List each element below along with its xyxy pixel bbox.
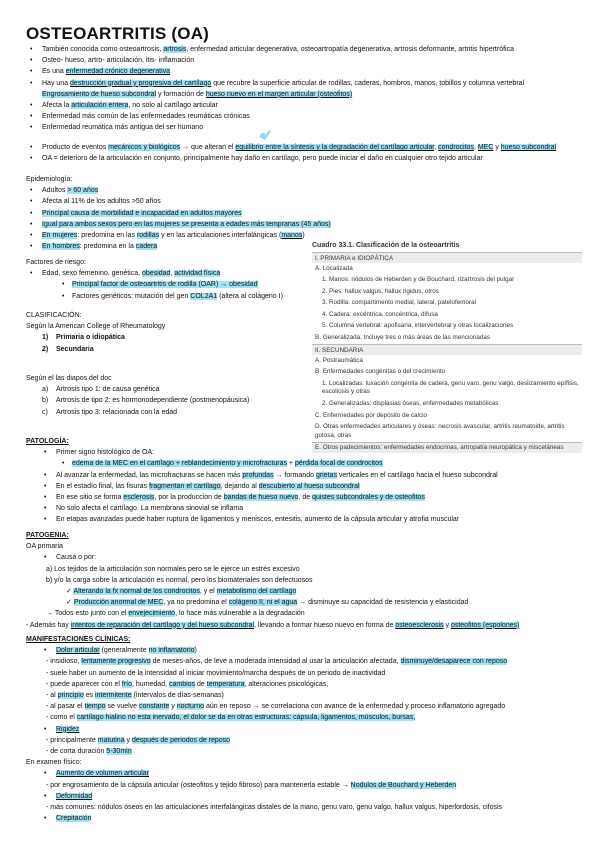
- list-item: - Además hay intentos de reparación del cartílago y del hueso subcondral, llevando a formar hueso nuevo en forma de osteoesclerosis y osteofitos (espolones): [26, 621, 520, 629]
- list-item: ✓ Producción anormal de MEC, ya no predomina el colágeno II, ni el agua → disminuye su capacidad de resistencia y elasticidad: [66, 599, 469, 607]
- list-item: - suele haber un aumento de la intensidad al iniciar movimiento/marcha después de un periodo de inactividad: [46, 669, 386, 677]
- list-item: • Producto de eventos mecánicos y biológicos → que alteran el equilibrio entre la síntesis y la degradación del cartílago articular, condrocitos, MEC y hueso subcondral: [26, 142, 582, 153]
- list-item: • Adultos > 60 años: [26, 185, 582, 196]
- list-item: • En etapas avanzadas puede haber ruptura de ligamentos y meniscos, entesitis, aumento de la cápsula articular y atrofia muscular: [26, 514, 582, 525]
- table-row: 4. Cadera: excéntrica, concéntrica, difusa: [322, 310, 438, 318]
- figure-caption: Cuadro 33.1. Clasificación de la osteoartritis: [312, 242, 460, 249]
- list-item: • Deformidad: [26, 791, 582, 802]
- clasificacion-section: [26, 310, 306, 355]
- list-item: 1) Primaria o idiopática: [42, 334, 125, 342]
- list-item: b) Artrosis de tipo 2: es hormonodependiente (postmenopáusica): [42, 397, 250, 405]
- table-row: II. SECUNDARIA: [312, 344, 582, 355]
- section-heading: PATOLOGÍA:: [26, 438, 69, 445]
- list-item: a) Artrosis tipo 1: de causa genética: [42, 386, 160, 394]
- list-item: • Primer signo histológico de OA:: [26, 447, 582, 458]
- list-item: • Principal causa de morbilidad e incapacidad en adultos mayores: [26, 208, 582, 219]
- list-item: b) y/o la carga sobre la articulación es normal, pero los biomateriales son defectuosos: [46, 576, 313, 584]
- table-row: A. Postraumática: [315, 356, 363, 364]
- section-heading: CLASIFICACIÓN:: [26, 312, 82, 319]
- list-item: • Principal factor de osteoartritis de rodilla (OAR) → obesidad: [26, 279, 306, 290]
- list-item: • En ese sitio se forma esclerosis, por la produccion de bandas de hueso nuevo, de quistes subcondrales y de osteofitos: [26, 492, 582, 503]
- list-item: • Al avanzar la enfermedad, las microfracturas se hacen más profundas → formando grietas verticales en el cartílago hacia el hueso subcondral: [26, 470, 582, 481]
- list-item: • Afecta la articulación entera, no solo al cartílago articular: [26, 100, 582, 111]
- table-row: C. Enfermedades por depósito de calcio: [315, 411, 428, 419]
- list-item: • edema de la MEC en el cartílago + reblandecimiento y microfracturas + pérdida focal de condrocitos: [26, 458, 582, 469]
- list-item: - por engrosamiento de la cápsula articular (osteofitos y tejido fibroso) para mantenerla estable → Nodulos de Bouchard y Heberden: [46, 781, 457, 789]
- table-row: 1. Manos: nódulos de Heberden y de Bouchard, rizartrosis del pulgar: [322, 276, 515, 284]
- section-heading: Según el las diapos del doc: [26, 375, 112, 382]
- table-row: 2. Pies: hallux valgus, hallux rigidus, otros: [322, 287, 439, 295]
- list-item: • Igual para ambos sexos pero en las mujeres se presenta a edades más tempranas (45 años): [26, 219, 582, 230]
- subheading: OA primaria: [26, 543, 63, 551]
- table-row: B. Enfermedades congénitas o del crecimiento: [315, 368, 446, 376]
- list-item: • OA = deterioro de la articulación en conjunto, principalmente hay daño en cartílago, pero puede iniciar el daño en cualquier otro tejido articular: [26, 153, 582, 164]
- list-item: Engrosamiento de hueso subcondral y formación de hueso nuevo en el margen articular (osteofitos): [42, 90, 353, 98]
- list-item: • Es una enfermedad crónico degenerativa: [26, 66, 582, 77]
- list-item: - más comunes: nódulos óseos en las articulaciones interfalángicas distales de la mano, genu varo, genu valgo, hallux valgus, hiperlordosis, cifosis: [46, 804, 503, 812]
- list-item: • Causa o por:: [26, 552, 582, 563]
- list-item: • Rigidez: [26, 724, 582, 735]
- list-item: • Hay una destrucción gradual y progresiva del cartílago que recubre la superficie articular de rodillas, caderas, hombros, manos, tobillos y columna vertebral: [26, 78, 582, 89]
- list-item: • En mujeres: predomina en las rodillas y en las articulaciones interfalángicas (manos): [26, 230, 582, 241]
- list-item: • Edad, sexo femenino, genética, obesidad, actividad física: [26, 268, 306, 279]
- epidemiologia-section: [26, 174, 582, 252]
- table-row: D. Otras enfermedades articulares y óseas: necrosis avascular, artritis reumatoide, artritis gotosa, otras: [315, 423, 565, 439]
- section-heading: Factores de riesgo:: [26, 259, 86, 266]
- list-item: ✓ Alterando la fx normal de los condrocitos, y el metabolismo del cartílago: [66, 588, 297, 596]
- table-row: E. Otros padecimientos: enfermedades endocrinas, artropatía neuropática y misceláneas: [312, 442, 582, 453]
- list-item: • Aumento de volumen articular: [26, 768, 582, 779]
- list-item: - insidioso, lentamente progresivo de meses-años, de leve a moderada intensidad al usar la articulación afectada, disminuye/desaparece con reposo: [46, 658, 508, 666]
- source-line: Según la American College of Rheumatology: [26, 323, 166, 331]
- list-item: - de corta duración 5-30min: [46, 748, 132, 756]
- subheading: En examen físico:: [26, 759, 82, 767]
- riesgo-section: [26, 257, 306, 302]
- table-row: 3. Rodilla: compartimento medial, lateral, patelofemoral: [322, 299, 476, 307]
- list-item: • Enfermedad reumática más antigua del ser humano: [26, 122, 582, 133]
- list-item: • Dolor articular (generalmente no inflamatorio): [26, 645, 582, 656]
- table-row: 5. Columna vertebral: apofisaria, intervertebral y otras localizaciones: [322, 322, 514, 330]
- list-item: → Todos esto junto con el envejecimiento, lo hace más vulnerable a la degradación: [46, 610, 305, 618]
- section-heading: MANIFESTACIONES CLÍNICAS:: [26, 636, 131, 643]
- patologia-section: [26, 436, 582, 526]
- table-row: A. Localizada: [315, 264, 353, 272]
- list-item: • Osteo- hueso, artro- articulación, itis- inflamación: [26, 55, 582, 66]
- manifestaciones-section: [26, 634, 582, 824]
- list-item: - principalmente matutina y después de periodos de reposo: [46, 736, 231, 744]
- bird-doodle-icon: [258, 128, 272, 142]
- list-item: • Afecta al 11% de los adultos >50 años: [26, 196, 582, 207]
- list-item: • También conocida como osteoartrosis, artrosis, enfermedad articular degenerativa, osteoartropatía degenerativa, artrosis deformante, artritis hipertrófica: [26, 44, 582, 55]
- page-title: OSTEOARTRITIS (OA): [26, 24, 210, 43]
- list-item: • Factores genéticos: mutación del gen COL2A1 (altera al colágeno I): [26, 291, 306, 302]
- diapos-section: [26, 373, 306, 418]
- table-row: 1. Localizadas: luxación congénita de cadera, genu varo, genu valgo, deslizamiento epífisis, escoliosis y otras: [322, 379, 579, 396]
- table-row: 2. Generalizadas: displasias óseas, enfermedades metabólicas: [322, 400, 499, 408]
- list-item: a) Los tejidos de la articulación son normales pero se le ejerce un estrés excesivo: [46, 565, 300, 573]
- list-item: • Crepitación: [26, 813, 582, 824]
- list-item: - al pasar el tiempo se vuelve constante y nocturno aún en reposo → se correlaciona con avance de la enfermedad y proceso inflamatorio agregado: [46, 703, 506, 711]
- list-item: • Enfermedad más común de las enfermedades reumáticas crónicas: [26, 111, 582, 122]
- list-item: - al principio es intermitente (intervalos de días-semanas): [46, 692, 224, 700]
- section-heading: Epidemiología:: [26, 176, 73, 183]
- list-item: • En el estadío final, las fisuras fragmentan el cartílago, dejando al descubierto al hueso subcondral: [26, 481, 582, 492]
- table-row: B. Generalizada. Incluye tres o más áreas de las mencionadas: [315, 334, 491, 342]
- table-row: I. PRIMARIA e IDIOPÁTICA: [312, 252, 582, 263]
- classification-table-figure: [312, 242, 582, 453]
- intro-list: [26, 44, 582, 134]
- list-item: - puede aparecer con el frío, humedad, cambios de temperatura, alteraciones psicológicas,: [46, 680, 329, 688]
- patogenia-section: [26, 530, 582, 631]
- producto-list: [26, 142, 582, 164]
- section-heading: PATOGENIA:: [26, 532, 69, 539]
- list-item: - como el cartílago hialino no esta inervado, el dolor se da en otras estructuras: cápsula, ligamentos, músculos, bursas,: [46, 714, 416, 722]
- list-item: 2) Secundaria: [42, 345, 94, 353]
- list-item: • No solo afecta el cartílago. La membrana sinovial se inflama: [26, 503, 582, 514]
- list-item: • En hombres: predomina en la cadera: [26, 241, 582, 252]
- list-item: c) Artrosis tipo 3: relacionada con la edad: [42, 408, 178, 416]
